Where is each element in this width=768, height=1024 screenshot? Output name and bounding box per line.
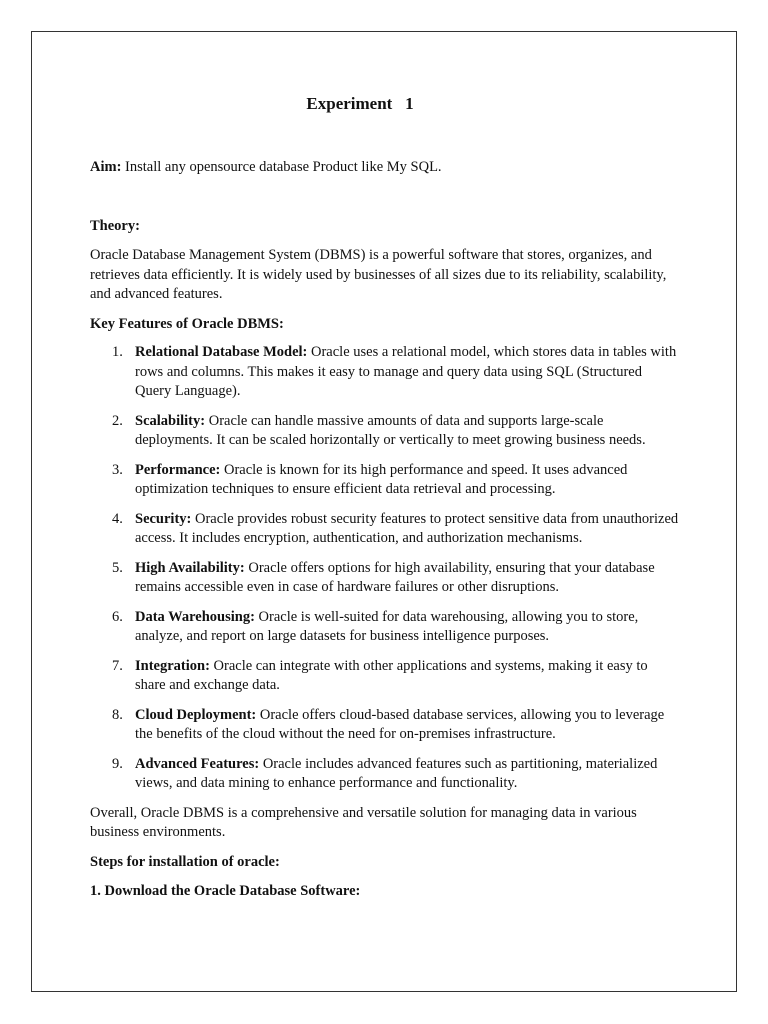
list-item xyxy=(90,343,680,402)
features-list xyxy=(90,343,680,794)
feature-label: Security: xyxy=(135,510,192,527)
list-number: 3. xyxy=(112,461,123,478)
intro-paragraph: Oracle Database Management System (DBMS) is a powerful software that stores, organizes, and retrieves data efficiently. It is widely used by businesses of all sizes due to its reliability, scalability, and advanced features. xyxy=(90,247,667,302)
feature-text: Oracle includes advanced features such as partitioning, materialized views, and data mining to enhance performance and functionality. xyxy=(135,755,658,791)
list-item xyxy=(90,657,680,696)
feature-label: High Availability: xyxy=(135,559,245,576)
list-item xyxy=(90,559,680,598)
feature-text: Oracle provides robust security features to protect sensitive data from unauthorized access. It includes encryption, authentication, and authorization mechanisms. xyxy=(135,510,679,546)
list-number: 1. xyxy=(112,344,123,360)
list-number: 8. xyxy=(112,706,123,723)
feature-text: Oracle offers cloud-based database services, allowing you to leverage the benefits of the cloud without the need for on-premises infrastructure. xyxy=(135,706,665,742)
feature-label: Relational Database Model: xyxy=(135,344,308,360)
feature-label: Cloud Deployment: xyxy=(135,706,257,723)
aim-line xyxy=(90,158,680,178)
list-item xyxy=(90,608,680,647)
feature-label: Scalability: xyxy=(135,412,206,429)
page-title: Experiment 1 xyxy=(306,94,414,113)
theory-heading: Theory: xyxy=(90,217,140,234)
list-number: 9. xyxy=(112,755,123,772)
feature-text: Oracle offers options for high availability, ensuring that your database remains accessible even in case of hardware failures or other disruptions. xyxy=(135,559,655,595)
feature-text: Oracle uses a relational model, which stores data in tables with rows and columns. This makes it easy to manage and query data using SQL (Structured Query Language). xyxy=(135,344,677,399)
feature-text: Oracle is known for its high performance and speed. It uses advanced optimization techniques to ensure efficient data retrieval and processing. xyxy=(135,461,628,497)
feature-label: Advanced Features: xyxy=(135,755,260,772)
list-item xyxy=(90,510,680,549)
feature-label: Data Warehousing: xyxy=(135,608,255,625)
list-number: 6. xyxy=(112,608,123,625)
list-item xyxy=(90,706,680,745)
feature-label: Performance: xyxy=(135,461,221,478)
aim-text: Install any opensource database Product like My SQL. xyxy=(121,159,442,175)
list-item xyxy=(90,412,680,451)
list-item xyxy=(90,755,680,794)
feature-text: Oracle is well-suited for data warehousing, allowing you to store, analyze, and report on large datasets for business intelligence purposes. xyxy=(135,608,639,644)
list-number: 7. xyxy=(112,657,123,674)
list-number: 4. xyxy=(112,510,123,527)
steps-heading: Steps for installation of oracle: xyxy=(90,853,280,870)
list-number: 2. xyxy=(112,412,123,429)
document-body xyxy=(90,92,680,902)
feature-text: Oracle can integrate with other applications and systems, making it easy to share and exchange data. xyxy=(135,657,648,693)
list-number: 5. xyxy=(112,559,123,576)
step-1-heading: 1. Download the Oracle Database Software: xyxy=(90,883,361,899)
aim-label: Aim: xyxy=(90,159,122,175)
feature-label: Integration: xyxy=(135,657,210,674)
list-item xyxy=(90,461,680,500)
key-features-heading: Key Features of Oracle DBMS: xyxy=(90,315,284,332)
overall-paragraph: Overall, Oracle DBMS is a comprehensive and versatile solution for managing data in various business environments. xyxy=(90,804,637,840)
feature-text: Oracle can handle massive amounts of data and supports large-scale deployments. It can be scaled horizontally or vertically to meet growing business needs. xyxy=(135,412,646,448)
